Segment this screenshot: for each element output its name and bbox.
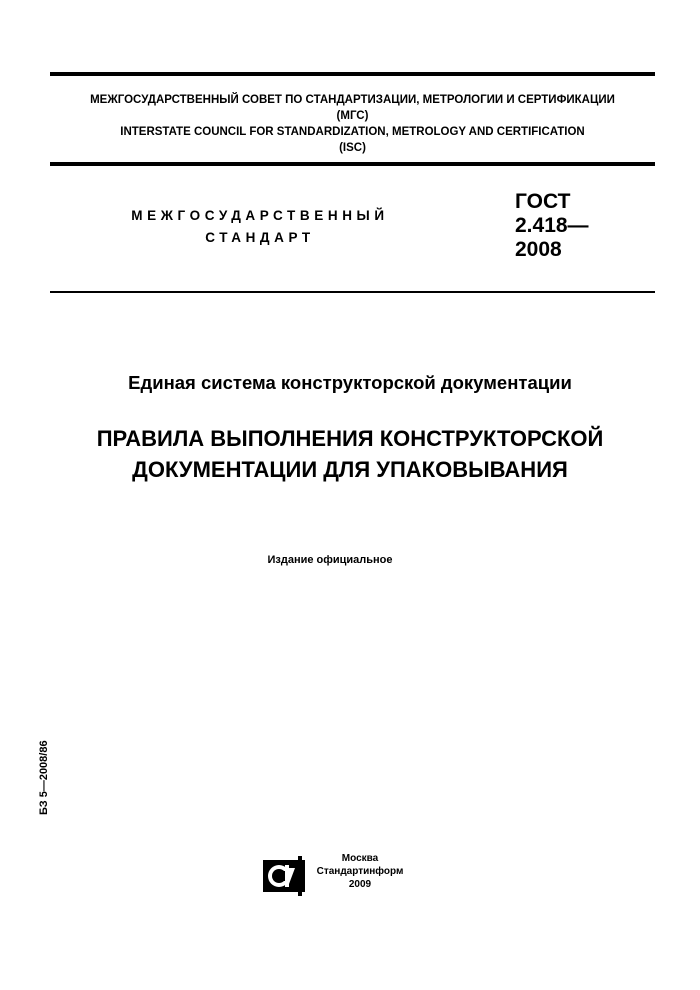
- gost-designation: [515, 190, 589, 262]
- document-title-line2: ДОКУМЕНТАЦИИ ДЛЯ УПАКОВЫВАНИЯ: [132, 457, 568, 482]
- council-abbr-en: (ISC): [339, 142, 366, 154]
- council-name-ru: МЕЖГОСУДАРСТВЕННЫЙ СОВЕТ ПО СТАНДАРТИЗАЦИИ, МЕТРОЛОГИИ И СЕРТИФИКАЦИИ: [90, 94, 615, 106]
- publisher-block: [300, 852, 420, 891]
- gost-number: 2.418—: [515, 214, 589, 237]
- standard-kind: [100, 205, 420, 249]
- document-title-line1: ПРАВИЛА ВЫПОЛНЕНИЯ КОНСТРУКТОРСКОЙ: [96, 426, 604, 451]
- document-title: [0, 423, 700, 485]
- publisher-name: Стандартинформ: [316, 866, 404, 877]
- series-title: Единая система конструкторской документации: [128, 372, 572, 393]
- council-abbr-ru: (МГС): [336, 110, 369, 122]
- top-rule: [50, 72, 655, 76]
- council-header: [50, 92, 655, 156]
- designation-rule: [50, 291, 655, 293]
- side-code: БЗ 5—2008/86: [38, 740, 50, 815]
- standard-kind-line2: СТАНДАРТ: [205, 230, 315, 245]
- council-name-en: INTERSTATE COUNCIL FOR STANDARDIZATION, METROLOGY AND CERTIFICATION: [120, 126, 585, 138]
- standard-kind-line1: МЕЖГОСУДАРСТВЕННЫЙ: [131, 208, 389, 223]
- header-bottom-rule: [50, 162, 655, 166]
- gost-label: ГОСТ: [515, 190, 571, 213]
- gost-year: 2008: [515, 238, 562, 261]
- edition-note: Издание официальное: [267, 554, 393, 566]
- publisher-city: Москва: [341, 853, 379, 864]
- publisher-year: 2009: [348, 879, 372, 890]
